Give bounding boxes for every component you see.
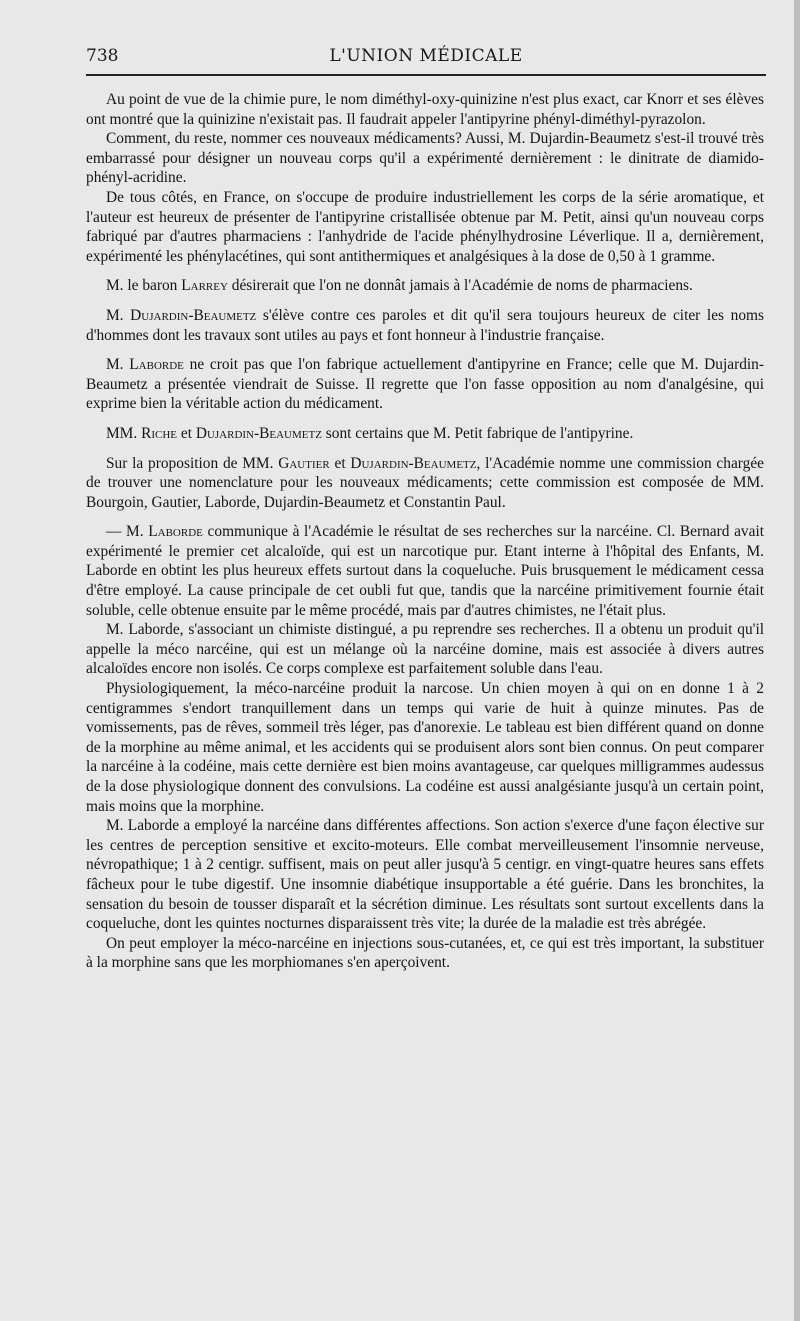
speaker-name: Dujardin-Beaumetz <box>130 306 257 324</box>
article-body <box>86 90 764 973</box>
paragraph <box>86 424 764 444</box>
page-header <box>86 46 766 76</box>
header-rule <box>86 74 766 76</box>
paragraph <box>86 90 764 129</box>
paragraph-lead: Sur la proposition de MM. <box>106 454 279 472</box>
paragraph-text: De tous côtés, en France, on s'occupe de produire industriellement les corps de la série aromatique, et l'auteur est heureux de présenter de l'antipyrine cristallisée obtenue par M. Petit, ainsi qu'un nouveau corps fabriqué par d'autres pharmaciens : l'anhydride de l'acide phénylhydrosine Léverlique. Il a, dernièrement, expérimenté les phénylacétines, qui sont antithermiques et analgésiques à la dose de 0,50 à 1 gramme. <box>86 188 764 265</box>
paragraph-text: s'élève contre ces paroles et dit qu'il sera toujours heureux de citer les noms d'hommes dont les travaux sont utiles au pays et font honneur à l'industrie française. <box>86 306 764 344</box>
paragraph <box>86 816 764 934</box>
paragraph-text: ne croit pas que l'on fabrique actuellement d'antipyrine en France; celle que M. Dujardin-Beaumetz a présentée viendrait de Suisse. Il regrette que l'on fasse opposition au nom d'analgésine, qui exprime bien la véritable action du médicament. <box>86 356 764 413</box>
paragraph-text: M. Laborde a employé la narcéine dans différentes affections. Son action s'exerce d'une façon élective sur les centres de perception sensitive et excito-moteurs. Elle combat merveilleusement l'insomnie nerveuse, névropathique; 1 à 2 centigr. suffisent, mais on peut aller jusqu'à 5 centigr. en vingt-quatre heures sans effets fâcheux pour le tube digestif. Une insomnie diabétique insupportable a été guérie. Dans les bronchites, la sensation du besoin de tousser disparaît et la sécrétion diminue. Les résultats sont surtout excellents dans la coqueluche, dont les quintes nocturnes disparaissent très vite; la durée de la maladie est très abrégée. <box>86 817 764 933</box>
paragraph <box>86 620 764 679</box>
speaker-name: Larrey <box>181 277 228 295</box>
paragraph <box>86 188 764 266</box>
speaker-name: Dujardin-Beaumetz <box>195 424 322 442</box>
paragraph <box>86 306 764 345</box>
paragraph <box>86 679 764 816</box>
paragraph-text: , l'Académie nomme une commission chargée de trouver une nomenclature pour les nouveaux médicaments; cette commission est composée de MM. Bourgoin, Gautier, Laborde, Dujardin-Beaumetz et Constantin Paul. <box>86 454 764 511</box>
page-edge-shadow <box>794 0 800 1321</box>
speaker-name: Riche <box>141 424 178 442</box>
paragraph <box>86 934 764 973</box>
paragraph <box>86 355 764 414</box>
paragraph-mid: et <box>177 424 196 442</box>
journal-title: L'UNION MÉDICALE <box>329 46 523 66</box>
paragraph <box>86 276 764 296</box>
paragraph-lead: M. le baron <box>106 277 182 295</box>
speaker-name: Gautier <box>278 454 330 472</box>
paragraph-text: communique à l'Académie le résultat de ses recherches sur la narcéine. Cl. Bernard avait expérimenté le premier cet alcaloïde, qui est un narcotique pur. Etant interne à l'hôpital des Enfants, M. Laborde en obtint les plus heureux effets surtout dans la coqueluche. Puis brusquement le médicament cessa d'être employé. La cause principale de cet oubli fut que, tandis que la narcéine primitivement fournie était soluble, celle obtenue ensuite par le même procédé, mais par d'autres chimistes, ne l'était plus. <box>86 523 765 619</box>
paragraph-mid: et <box>329 454 351 472</box>
paragraph-text: désirerait que l'on ne donnât jamais à l'Académie de noms de pharmaciens. <box>227 277 693 295</box>
paragraph <box>86 522 764 620</box>
paragraph-text: M. Laborde, s'associant un chimiste distingué, a pu reprendre ses recherches. Il a obtenu un produit qu'il appelle la méco narcéine, qui est un mélange où la narcéine domine, mais est associée à divers autres alcaloïdes encore non isolés. Ce corps complexe est parfaitement soluble dans l'eau. <box>86 621 764 678</box>
paragraph-text: Comment, du reste, nommer ces nouveaux médicaments? Aussi, M. Dujardin-Beaumetz s'est-il trouvé très embarrassé pour désigner un nouveau corps qu'il a expérimenté dernièrement : le dinitrate de diamido-phényl-acridine. <box>86 130 764 187</box>
paragraph-text: Au point de vue de la chimie pure, le nom diméthyl-oxy-quinizine n'est plus exact, car Knorr et ses élèves ont montré que la quinizine n'existait pas. Il faudrait appeler l'antipyrine phényl-diméthyl-pyrazolon. <box>86 91 764 128</box>
paragraph-text: On peut employer la méco-narcéine en injections sous-cutanées, et, ce qui est très important, la substituer à la morphine sans que les morphiomanes s'en aperçoivent. <box>86 934 764 972</box>
paragraph-lead: M. <box>106 356 130 374</box>
paragraph <box>86 454 764 513</box>
paragraph-lead: M. <box>106 306 131 324</box>
speaker-name: Laborde <box>129 356 184 374</box>
speaker-name: Dujardin-Beaumetz <box>350 454 477 472</box>
paragraph-lead: MM. <box>106 424 142 442</box>
paragraph-lead: — M. <box>106 523 149 541</box>
paragraph-text: Physiologiquement, la méco-narcéine produit la narcose. Un chien moyen à qui on en donne 1 à 2 centigrammes s'endort tranquillement dans un temps qui varie de huit à quinze minutes. Pas de vomissements, pas de rêves, sommeil très léger, pas d'anorexie. Le tableau est bien différent quand on donne de la morphine au même animal, et les accidents qui se produisent alors sont bien connus. On peut comparer la narcéine à la codéine, mais cette dernière est bien moins avantageuse, car quelques milligrammes audessus de la dose physiologique donnent des convulsions. La codéine est aussi analgésiante jusqu'à un certain point, mais moins que la morphine. <box>86 680 764 815</box>
paragraph <box>86 129 764 188</box>
speaker-name: Laborde <box>148 523 203 541</box>
page-number: 738 <box>86 46 119 66</box>
paragraph-text: sont certains que M. Petit fabrique de l'antipyrine. <box>321 424 634 442</box>
